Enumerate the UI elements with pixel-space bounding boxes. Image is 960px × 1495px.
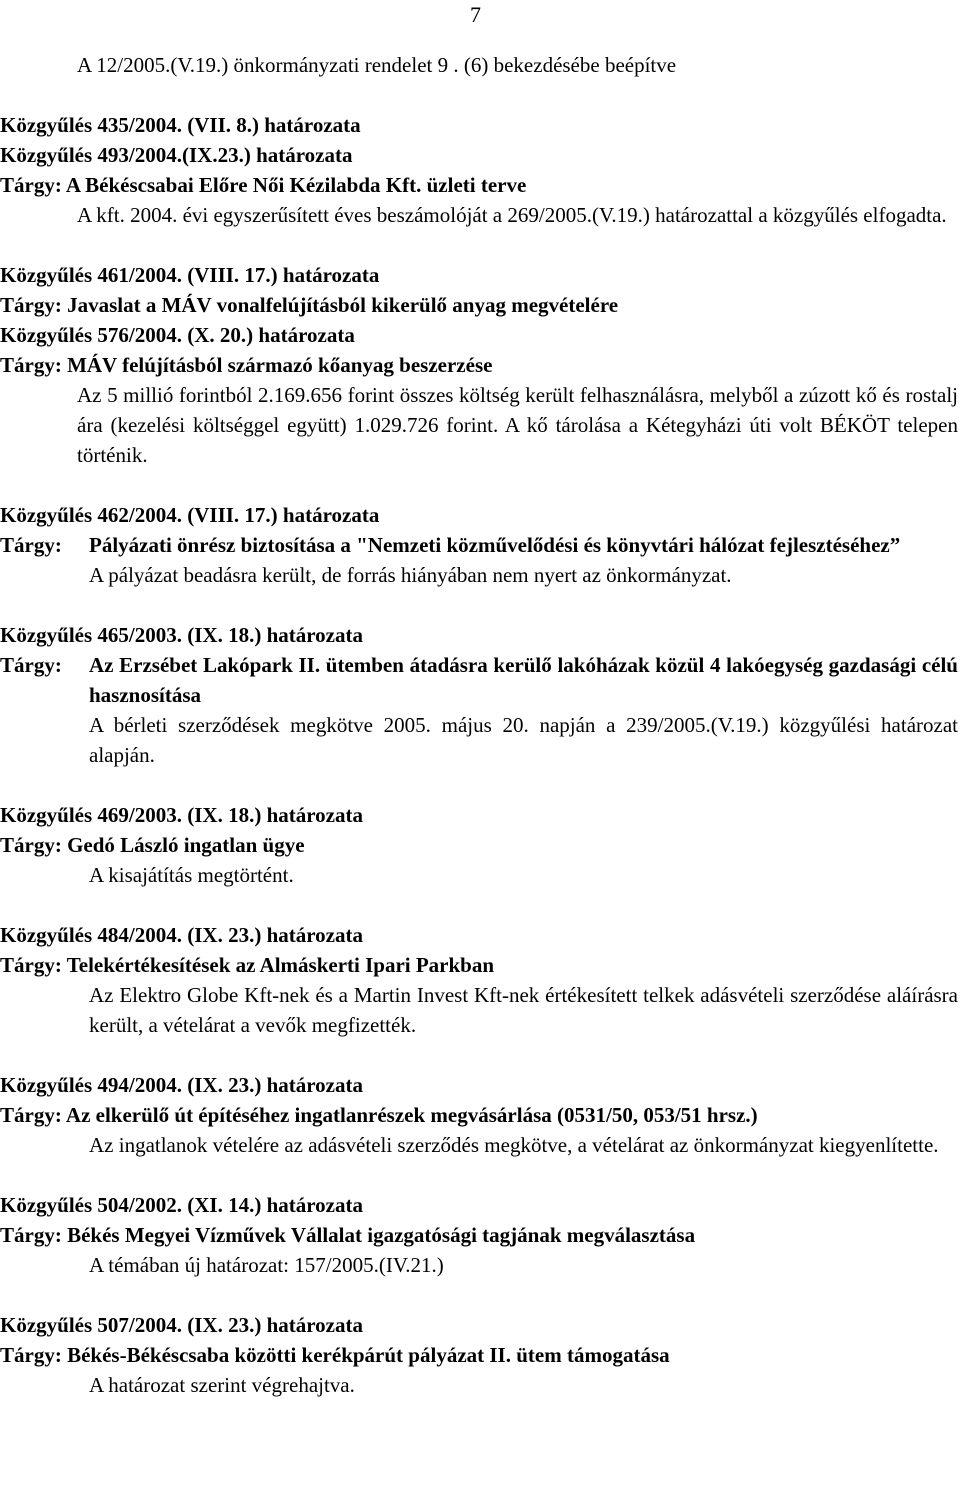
resolution-header: Közgyűlés 576/2004. (X. 20.) határozata xyxy=(0,323,355,347)
subject-label: Tárgy: xyxy=(0,653,62,677)
resolution-subject: Tárgy: Telekértékesítések az Almáskerti Ipari Parkban xyxy=(0,953,495,977)
resolution-body: A pályázat beadásra került, de forrás hiányában nem nyert az önkormányzat. xyxy=(89,563,732,587)
resolution-subject: Tárgy: Békés-Békéscsaba közötti kerékpárút pályázat II. ütem támogatása xyxy=(0,1343,670,1367)
resolution-subject: Tárgy: Békés Megyei Vízművek Vállalat igazgatósági tagjának megválasztása xyxy=(0,1223,696,1247)
resolution-block xyxy=(0,800,958,890)
resolution-header: Közgyűlés 494/2004. (IX. 23.) határozata xyxy=(0,1073,363,1097)
resolution-body: A témában új határozat: 157/2005.(IV.21.) xyxy=(89,1253,444,1277)
page-number: 7 xyxy=(470,2,481,27)
resolution-body: A határozat szerint végrehajtva. xyxy=(89,1373,355,1397)
subject-text: Pályázati önrész biztosítása a "Nemzeti közművelődési és könyvtári hálózat fejlesztéséhez” xyxy=(89,533,901,557)
resolution-header: Közgyűlés 484/2004. (IX. 23.) határozata xyxy=(0,923,363,947)
resolution-block xyxy=(0,1070,958,1160)
resolution-subject: Tárgy: A Békéscsabai Előre Női Kézilabda Kft. üzleti terve xyxy=(0,173,527,197)
resolution-header: Közgyűlés 504/2002. (XI. 14.) határozata xyxy=(0,1193,363,1217)
resolution-block xyxy=(0,500,958,590)
resolution-header: Közgyűlés 461/2004. (VIII. 17.) határozata xyxy=(0,263,380,287)
resolution-subject: Tárgy: MÁV felújításból származó kőanyag beszerzése xyxy=(0,353,493,377)
resolution-header: Közgyűlés 507/2004. (IX. 23.) határozata xyxy=(0,1313,363,1337)
resolution-body: Az 5 millió forintból 2.169.656 forint összes költség került felhasználásra, melyből a zúzott kő és rostalj ára (kezelési költséggel együtt) 1.029.726 forint. A kő tárolása a Kétegyházi úti volt BÉKÖT telepen történik. xyxy=(77,383,958,467)
document-body xyxy=(0,50,958,1400)
resolution-block xyxy=(0,320,958,470)
resolution-header: Közgyűlés 469/2003. (IX. 18.) határozata xyxy=(0,803,363,827)
resolution-body: A kft. 2004. évi egyszerűsített éves beszámolóját a 269/2005.(V.19.) határozattal a közgyűlés elfogadta. xyxy=(77,203,947,227)
resolution-body: A bérleti szerződések megkötve 2005. május 20. napján a 239/2005.(V.19.) közgyűlési határozat alapján. xyxy=(89,713,958,767)
resolution-subject xyxy=(0,650,958,710)
resolution-subject: Tárgy: Az elkerülő út építéséhez ingatlanrészek megvásárlása (0531/50, 053/51 hrsz.) xyxy=(0,1103,758,1127)
resolution-subject: Tárgy: Javaslat a MÁV vonalfelújításból kikerülő anyag megvételére xyxy=(0,293,619,317)
subject-text: Az Erzsébet Lakópark II. ütemben átadásra kerülő lakóházak közül 4 lakóegység gazdasági célú hasznosítása xyxy=(89,653,958,707)
resolution-body: A kisajátítás megtörtént. xyxy=(89,863,294,887)
intro-line: A 12/2005.(V.19.) önkormányzati rendelet 9 . (6) bekezdésébe beépítve xyxy=(77,53,677,77)
resolution-block xyxy=(0,1190,958,1280)
resolution-body: Az Elektro Globe Kft-nek és a Martin Invest Kft-nek értékesített telkek adásvételi szerződése aláírásra került, a vételárat a vevők megfizették. xyxy=(89,983,958,1037)
resolution-header: Közgyűlés 462/2004. (VIII. 17.) határozata xyxy=(0,503,380,527)
resolution-block xyxy=(0,920,958,1040)
resolution-block xyxy=(0,260,958,320)
resolution-block xyxy=(0,1310,958,1400)
resolution-header: Közgyűlés 465/2003. (IX. 18.) határozata xyxy=(0,623,363,647)
subject-label: Tárgy: xyxy=(0,533,62,557)
resolution-header: Közgyűlés 493/2004.(IX.23.) határozata xyxy=(0,143,353,167)
resolution-header: Közgyűlés 435/2004. (VII. 8.) határozata xyxy=(0,113,361,137)
resolution-block xyxy=(0,110,958,230)
resolution-block xyxy=(0,620,958,770)
resolution-subject: Tárgy: Gedó László ingatlan ügye xyxy=(0,833,305,857)
resolution-body: Az ingatlanok vételére az adásvételi szerződés megkötve, a vételárat az önkormányzat kiegyenlítette. xyxy=(89,1133,939,1157)
resolution-subject xyxy=(0,530,958,560)
